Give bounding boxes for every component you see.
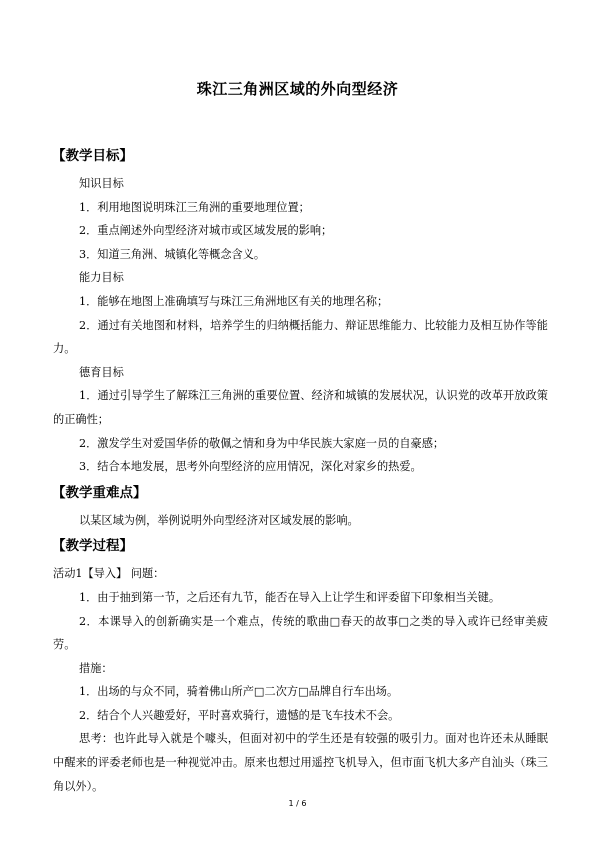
document-title: 珠江三角洲区域的外向型经济 (196, 80, 399, 98)
difficulty-text: 以某区域为例，举例说明外向型经济对区域发展的影响。 (79, 513, 359, 527)
document-body (53, 142, 548, 798)
measure-item: 1．出场的与众不同，骑着佛山所产□二次方□品牌自行车出场。 (79, 685, 399, 699)
ability-goal-item: 1．能够在地图上准确填写与珠江三角洲地区有关的地理名称； (79, 294, 389, 308)
moral-goal-item: 1．通过引导学生了解珠江三角洲的重要位置、经济和城镇的发展状况，认识党的改革开放政策的正确性； (53, 389, 548, 426)
measures-label: 措施： (79, 661, 113, 675)
moral-goal-item: 3．结合本地发展，思考外向型经济的应用情况，深化对家乡的热爱。 (79, 460, 422, 474)
ability-goal-label: 能力目标 (79, 271, 124, 285)
ability-goal-item: 2．通过有关地图和材料，培养学生的归纳概括能力、辩证思维能力、比较能力及相互协作等能力。 (53, 318, 548, 356)
knowledge-goal-item: 1．利用地图说明珠江三角洲的重要地理位置； (79, 200, 310, 214)
section-heading-difficulty: 【教学重难点】 (52, 484, 147, 501)
activity-title: 活动1【导入】 问题： (53, 567, 165, 581)
page-number: 1 / 6 (288, 799, 307, 808)
problem-item: 1．由于抽到第一节，之后还有九节，能否在导入上让学生和评委留下印象相当关键。 (79, 590, 501, 604)
thinking-paragraph: 思考：也许此导入就是个噱头，但面对初中的学生还是有较强的吸引力。面对也许还未从睡眠中醒来的评委老师也是一种视觉冲击。原来也想过用遥控飞机导入，但市面飞机大多产自汕头（珠三角以外）。 (53, 732, 548, 793)
knowledge-goal-item: 3．知道三角洲、城镇化等概念含义。 (79, 247, 266, 261)
measure-item: 2．结合个人兴趣爱好，平时喜欢骑行，遗憾的是飞车技术不会。 (79, 708, 400, 722)
knowledge-goal-item: 2．重点阐述外向型经济对城市或区域发展的影响； (79, 224, 333, 238)
problem-item: 2．本课导入的创新确实是一个难点，传统的歌曲□春天的故事□之类的导入或许已经审美疲劳。 (53, 614, 548, 652)
moral-goal-item: 2．激发学生对爱国华侨的敬佩之情和身为中华民族大家庭一员的自豪感； (79, 436, 445, 450)
section-heading-goals: 【教学目标】 (52, 148, 133, 164)
section-heading-process: 【教学过程】 (52, 538, 133, 555)
knowledge-goal-label: 知识目标 (79, 177, 124, 190)
moral-goal-label: 德育目标 (79, 365, 124, 379)
